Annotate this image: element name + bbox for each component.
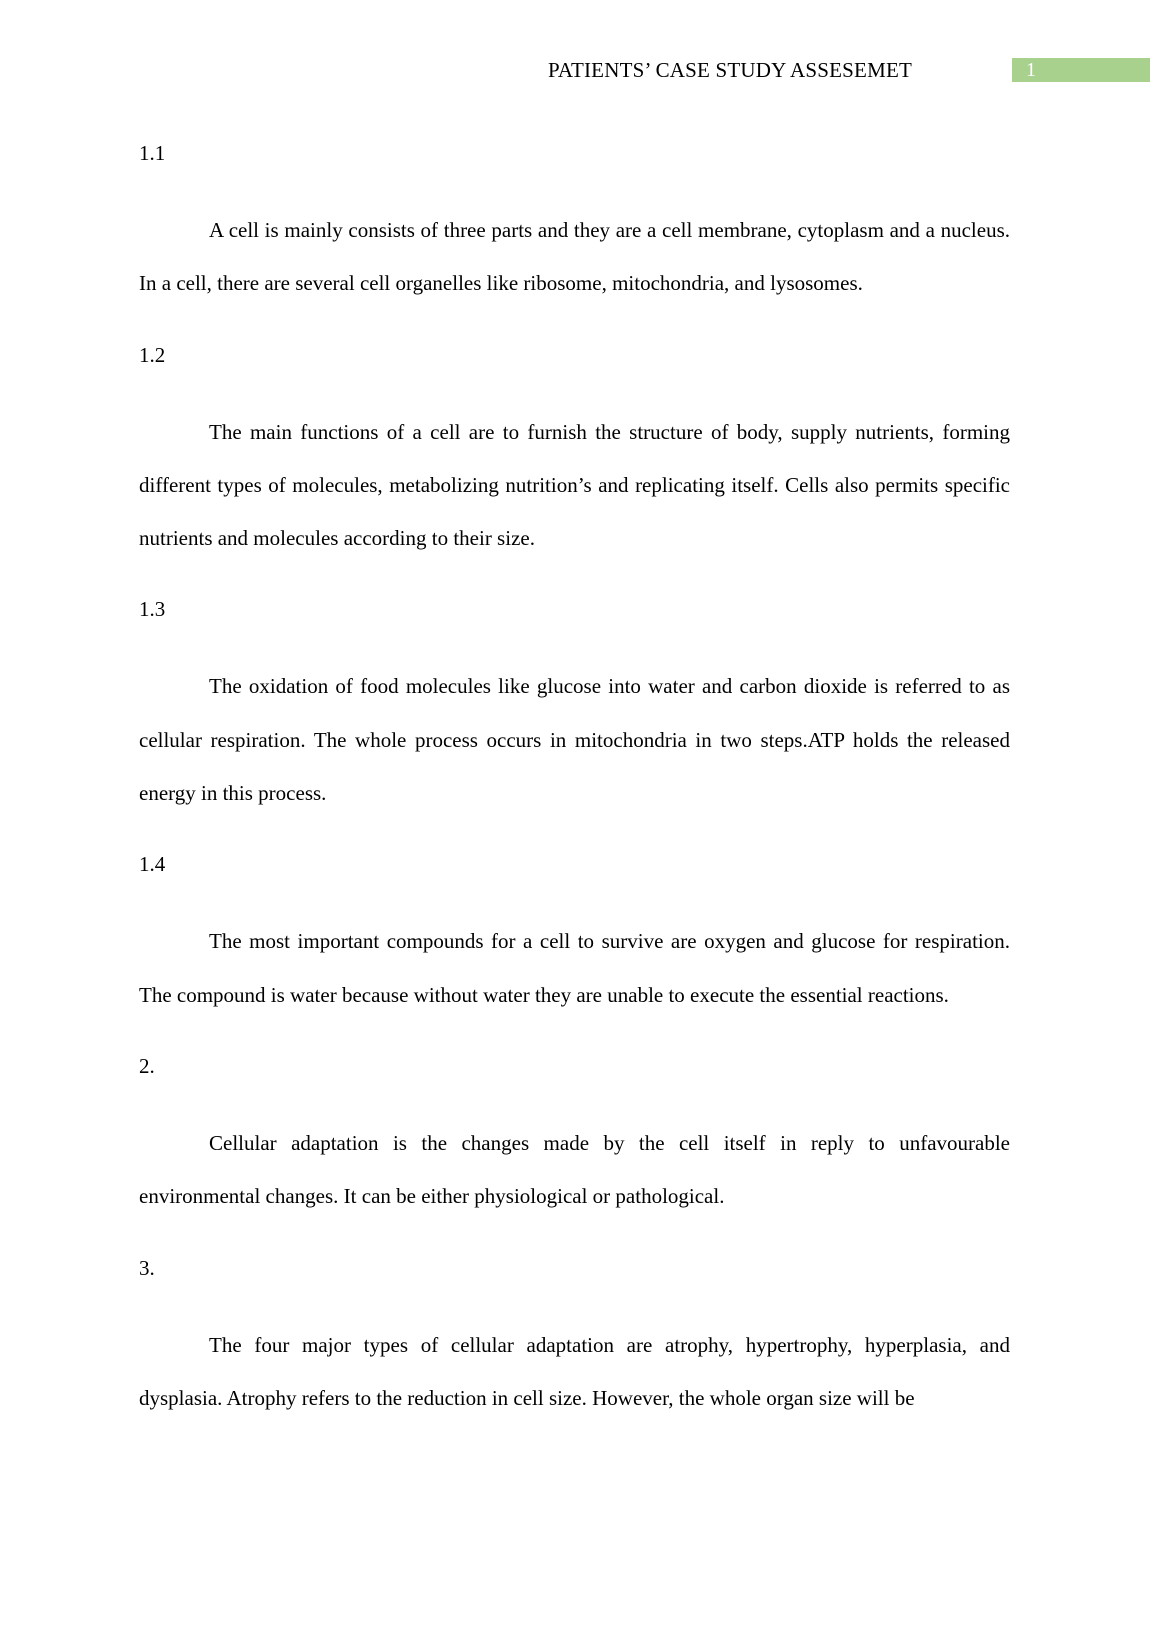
section-label-2: 2. <box>139 1053 155 1078</box>
running-head: PATIENTS’ CASE STUDY ASSESEMET <box>547 58 912 82</box>
section-label-3: 3. <box>139 1255 155 1280</box>
section-paragraph-1-1: A cell is mainly consists of three parts and they are a cell membrane, cytoplasm and a nucleus. In a cell, there are several cell organelles like ribosome, mitochondria, and lysosomes. <box>139 218 1010 296</box>
section-label-1-2: 1.2 <box>139 342 166 367</box>
section-paragraph-1-4: The most important compounds for a cell to survive are oxygen and glucose for respiration. The compound is water because without water they are unable to execute the essential reactions. <box>139 929 1010 1007</box>
section-paragraph-1-3: The oxidation of food molecules like glucose into water and carbon dioxide is referred to as cellular respiration. The whole process occurs in mitochondria in two steps.ATP holds the released energy in this process. <box>139 674 1010 806</box>
section-paragraph-2: Cellular adaptation is the changes made by the cell itself in reply to unfavourable environmental changes. It can be either physiological or pathological. <box>139 1130 1010 1209</box>
document-body <box>139 137 1010 1425</box>
page-number: 1 <box>1012 58 1150 82</box>
section-paragraph-1-2: The main functions of a cell are to furnish the structure of body, supply nutrients, forming different types of molecules, metabolizing nutrition’s and replicating itself. Cells also permits specific nutrients and molecules according to their size. <box>139 419 1010 551</box>
section-label-1-3: 1.3 <box>139 597 166 622</box>
section-label-1-1: 1.1 <box>139 141 166 165</box>
section-paragraph-3: The four major types of cellular adaptation are atrophy, hypertrophy, hyperplasia, and dysplasia. Atrophy refers to the reduction in cell size. However, the whole organ size will be <box>139 1332 1010 1410</box>
section-label-1-4: 1.4 <box>139 852 166 877</box>
